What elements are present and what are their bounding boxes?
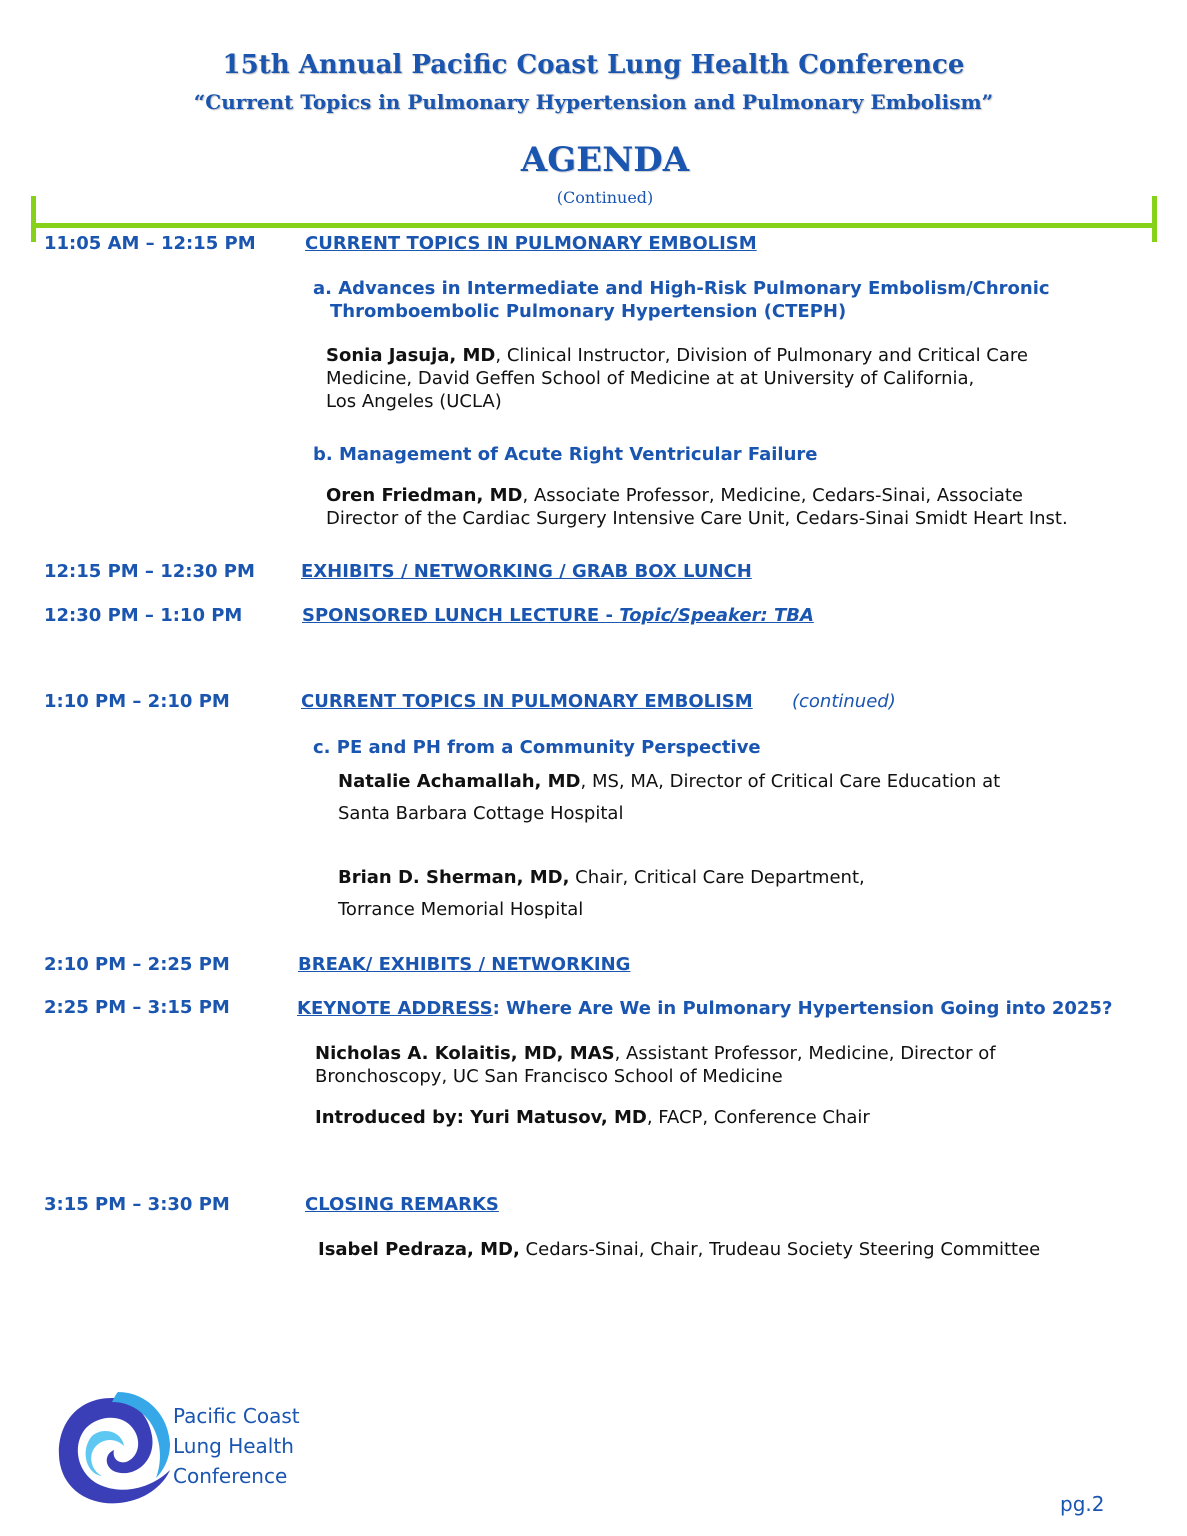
speaker-entry: Sonia Jasuja, MD, Clinical Instructor, Division of Pulmonary and Critical Care Medicine, David Geffen School of Medicine at at University of California, Los Angeles (UCLA) [326,345,1028,412]
subtopic-title-b: b. Management of Acute Right Ventricular Failure [313,444,818,465]
wave-logo-icon [52,1392,172,1510]
session-title: BREAK/ EXHIBITS / NETWORKING [298,954,631,975]
session-title: CURRENT TOPICS IN PULMONARY EMBOLISM [305,233,757,254]
speaker-name: Sonia Jasuja, MD [326,345,496,366]
session-title: EXHIBITS / NETWORKING / GRAB BOX LUNCH [301,561,752,582]
introduced-by: Introduced by: Yuri Matusov, MD, FACP, Conference Chair [315,1107,870,1128]
speaker-name: Isabel Pedraza, MD, [318,1239,520,1260]
session-time: 12:30 PM – 1:10 PM [44,605,243,626]
speaker-entry: Oren Friedman, MD, Associate Professor, Medicine, Cedars-Sinai, Associate Director of the Cardiac Surgery Intensive Care Unit, Cedars-Sinai Smidt Heart Inst. [326,485,1068,529]
divider-cap-right [1152,196,1157,242]
conference-subtitle: “Current Topics in Pulmonary Hypertension and Pulmonary Embolism” [193,90,994,114]
divider-bar [33,223,1155,228]
speaker-entry: Isabel Pedraza, MD, Cedars-Sinai, Chair, Trudeau Society Steering Committee [318,1239,1041,1260]
speaker-name: Nicholas A. Kolaitis, MD, MAS [315,1043,615,1064]
speaker-name: Oren Friedman, MD [326,485,523,506]
session-time: 11:05 AM – 12:15 PM [44,233,256,254]
speaker-entry: Nicholas A. Kolaitis, MD, MAS, Assistant Professor, Medicine, Director of Bronchoscopy, UC San Francisco School of Medicine [315,1043,996,1087]
speaker-entry: Natalie Achamallah, MD, MS, MA, Director of Critical Care Education at Santa Barbara Cottage Hospital [338,771,1001,824]
speaker-name: Natalie Achamallah, MD [338,771,581,792]
session-time: 1:10 PM – 2:10 PM [44,691,230,712]
session-title: KEYNOTE ADDRESS [297,998,493,1019]
session-note: (continued) [792,691,896,712]
session-time: 2:25 PM – 3:15 PM [44,997,230,1018]
session-title: CLOSING REMARKS [305,1194,499,1215]
speaker-entry: Brian D. Sherman, MD, Chair, Critical Care Department, Torrance Memorial Hospital [338,867,865,920]
conference-title: 15th Annual Pacific Coast Lung Health Conference [222,50,965,80]
page-number: pg.2 [1060,1492,1105,1516]
session-time: 3:15 PM – 3:30 PM [44,1194,230,1215]
subtopic-title-a2: Thromboembolic Pulmonary Hypertension (CTEPH) [330,301,847,322]
logo-text: Pacific Coast Lung Health Conference [173,1404,300,1488]
subtopic-title-c: c. PE and PH from a Community Perspective [313,737,761,758]
session-title: SPONSORED LUNCH LECTURE - Topic/Speaker: TBA [302,605,814,626]
session-time: 2:10 PM – 2:25 PM [44,954,230,975]
subtopic-title-a1: a. Advances in Intermediate and High-Risk Pulmonary Embolism/Chronic [313,278,1050,299]
speaker-name: Brian D. Sherman, MD, [338,867,570,888]
agenda-heading: AGENDA [520,140,690,180]
divider-cap-left [31,196,36,242]
session-topic: Topic/Speaker: TBA [619,605,814,626]
keynote-title: KEYNOTE ADDRESS: Where Are We in Pulmonary Hypertension Going into 2025? [297,998,1113,1019]
continued-label: (Continued) [556,188,654,207]
session-time: 12:15 PM – 12:30 PM [44,561,255,582]
session-title: CURRENT TOPICS IN PULMONARY EMBOLISM [301,691,753,712]
